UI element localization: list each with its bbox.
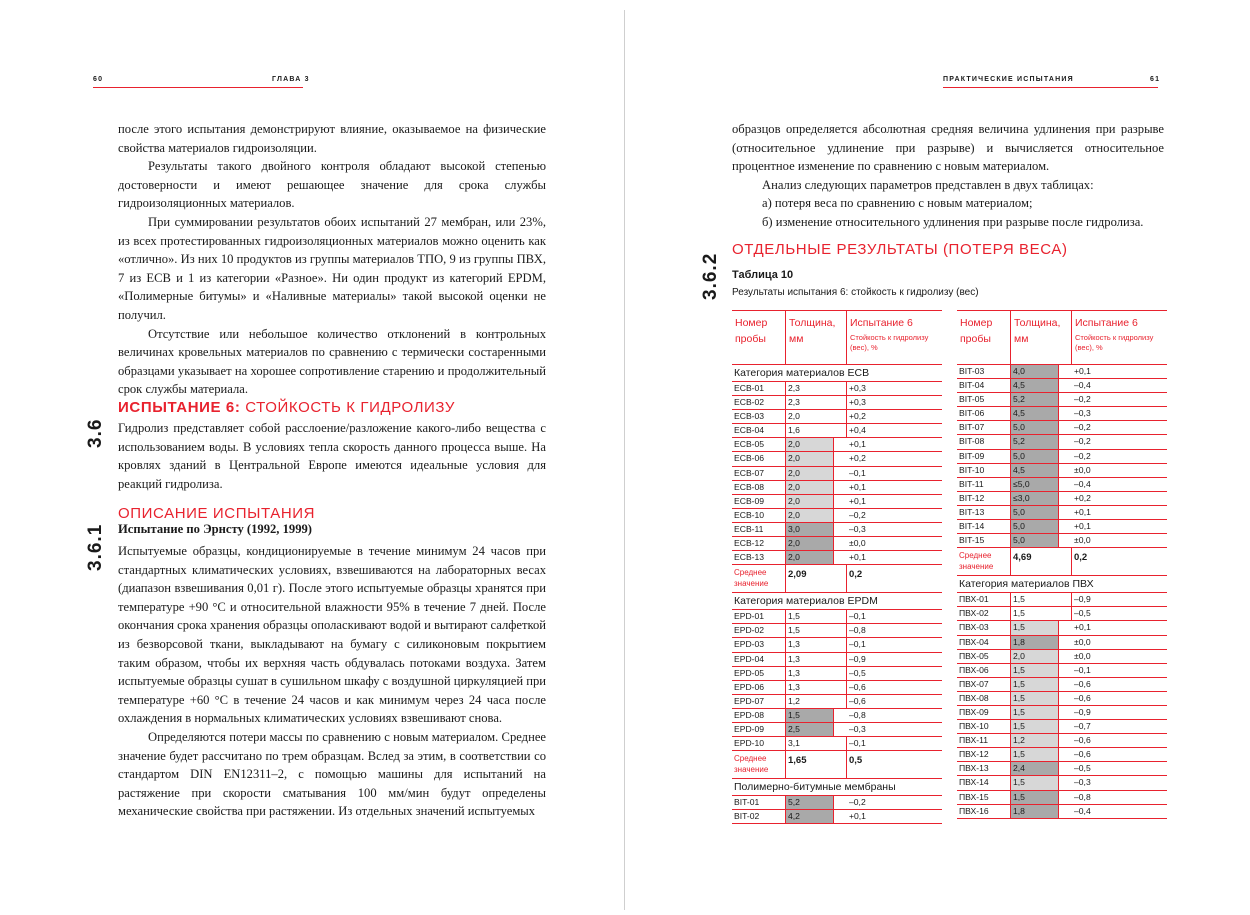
sample-id: ПВХ-10 [957,720,1011,733]
sample-id: ПВХ-15 [957,791,1011,804]
table-row [732,709,942,723]
result-value: –0,4 [1074,805,1091,816]
average-thickness: 4,69 [1011,548,1072,575]
thickness-value: 1,3 [786,681,847,694]
result-value: –0,6 [849,681,866,692]
results-table-left [732,310,942,824]
average-thickness: 1,65 [786,751,847,778]
thickness-value: 1,8 [1011,805,1059,818]
table-row [957,762,1167,776]
paragraph: Результаты такого двойного контроля обладают высокой степенью достоверности и имеют решающее значение для срока службы гидроизоляционных материалов. [118,159,546,211]
sample-id: ПВХ-07 [957,678,1011,691]
sample-id: BIT-09 [957,450,1011,463]
sample-id: EPD-08 [732,709,786,722]
sample-id: BIT-07 [957,421,1011,434]
thickness-value: 1,5 [1011,720,1059,733]
table-row [957,464,1167,478]
thickness-value: 2,3 [786,382,847,395]
result-value: –0,5 [1074,763,1091,774]
sample-id: BIT-04 [957,379,1011,392]
table-row [957,593,1167,607]
sample-id: ECB-11 [732,523,786,536]
sample-id: BIT-10 [957,464,1011,477]
sample-id: BIT-15 [957,534,1011,547]
thickness-value: 1,6 [786,424,847,437]
header-test-6-sub: Стойкость к гидролизу (вес), % [850,333,929,352]
paragraph: Испытуемые образцы, кондиционируемые в течение минимум 24 часов при стандартных климатических условиях, взвешиваются на лабораторных весах (диапазон взвешивания 0,01 г). После этого испытуемые образцы хранятся при температуре +90 °С и относительной влажности 95% в течение 7 дней. После окончания срока хранения образцы ополаскивают водой и вытирают салфеткой из безворсовой ткани, выкладывают на бумагу с силиконовым покрытием таким образом, чтобы их верхняя часть обдувалась потоками воздуха. Затем испытуемые образцы сушат в сушильном шкафу с воздушной циркуляцией при температуре +60 °С в течение 24 часов и как минимум через 24 часа после охлаждения в нормальных климатических условиях взвешивают снова. [118,544,546,726]
result-value: ±0,0 [1074,464,1091,475]
sample-id: ПВХ-13 [957,762,1011,775]
section-heading-3-6-1: ОПИСАНИЕ ИСПЫТАНИЯ [118,505,316,522]
result-value: –0,3 [849,723,866,734]
table-row [732,638,942,652]
thickness-value: 2,5 [786,723,834,736]
sample-id: ECB-02 [732,396,786,409]
table-row [957,607,1167,621]
table-row [957,365,1167,379]
sample-id: ПВХ-01 [957,593,1011,606]
thickness-value: 1,5 [1011,748,1059,761]
sample-id: ПВХ-04 [957,636,1011,649]
sample-id: ECB-08 [732,481,786,494]
table-row [957,748,1167,762]
thickness-value: 1,5 [1011,706,1059,719]
sample-id: EPD-01 [732,610,786,623]
result-value: –0,5 [1074,608,1091,619]
result-value: ±0,0 [1074,535,1091,546]
section-number-3-6-1: 3.6.1 [85,523,106,571]
header-sample-number: Номер пробы [957,311,1011,365]
section-heading-bold: ИСПЫТАНИЕ 6: [118,399,241,416]
running-head: ГЛАВА 3 [272,76,310,83]
thickness-value: 5,0 [1011,520,1059,533]
thickness-value: 2,0 [786,438,834,451]
thickness-value: 4,2 [786,810,834,823]
thickness-value: 1,3 [786,638,847,651]
running-head: ПРАКТИЧЕСКИЕ ИСПЫТАНИЯ [943,76,1074,83]
thickness-value: ≤5,0 [1011,478,1059,491]
thickness-value: 1,5 [1011,607,1072,620]
result-value: +0,1 [1074,622,1091,633]
section-number-3-6: 3.6 [85,418,106,448]
thickness-value: 1,5 [1011,791,1059,804]
header-test-6 [1072,311,1167,365]
thickness-value: 1,3 [786,653,847,666]
table-row [957,492,1167,506]
table-row [957,393,1167,407]
result-value: –0,2 [1074,450,1091,461]
table-row [957,407,1167,421]
average-thickness: 2,09 [786,565,847,592]
header-thickness: Толщина, мм [1011,311,1072,365]
table-row [732,537,942,551]
sample-id: ECB-04 [732,424,786,437]
table-row [732,737,942,751]
thickness-value: 5,0 [1011,421,1059,434]
result-value: –0,3 [1074,408,1091,419]
table-row [732,424,942,438]
sample-id: EPD-05 [732,667,786,680]
table-row [732,610,942,624]
sample-id: ПВХ-03 [957,621,1011,634]
table-row [732,438,942,452]
page-number: 60 [93,76,104,83]
thickness-value: 5,2 [1011,393,1059,406]
thickness-value: 2,0 [786,509,834,522]
table-row [732,796,942,810]
table-row [732,495,942,509]
result-value: –0,2 [849,509,866,520]
intro-text [732,120,1164,232]
result-value: +0,2 [849,453,866,464]
result-value: +0,1 [849,495,866,506]
running-head-rule [943,87,1158,88]
sample-id: ECB-12 [732,537,786,550]
sample-id: BIT-01 [732,796,786,809]
sample-id: BIT-06 [957,407,1011,420]
result-value: +0,1 [849,552,866,563]
paragraph: Гидролиз представляет собой расслоение/разложение какого-либо вещества с использованием воды. В условиях тепла скорость данного процесса выше. На кровлях зданий в Центральной Европе имеются идеальные условия для реакций гидролиза. [118,421,546,491]
paragraph: Определяются потери массы по сравнению с новым материалом. Среднее значение будет рассчитано по трем образцам. Вслед за этим, в соответствии со стандартом DIN EN12311–2, с помощью машины для испытаний на растяжение при скорости сматывания 100 мм/мин будут определены механические свойства при растяжении. Из отдельных значений испытуемых [118,729,546,819]
result-value: –0,2 [1074,394,1091,405]
result-value: –0,8 [849,625,866,636]
table-row [732,396,942,410]
table-row [957,776,1167,790]
table-row [732,667,942,681]
table-header-row [732,310,942,365]
sample-id: BIT-08 [957,435,1011,448]
table-row [732,695,942,709]
thickness-value: 2,0 [786,481,834,494]
sample-id: BIT-02 [732,810,786,823]
table-row [957,636,1167,650]
result-value: –0,8 [849,709,866,720]
average-result: 0,2 [1074,552,1088,564]
sample-id: EPD-10 [732,737,786,750]
thickness-value: 5,0 [1011,506,1059,519]
paragraph: образцов определяется абсолютная средняя величина удлинения при разрыве (относительное удлинение при разрыве) и вычисляется относительное процентное изменение по сравнению с новым материалом. [732,122,1164,174]
table-row [957,435,1167,449]
result-value: +0,3 [849,397,866,408]
table-row [957,720,1167,734]
result-value: –0,2 [1074,436,1091,447]
category-row: Категория материалов ECB [732,365,942,382]
result-value: ±0,0 [1074,650,1091,661]
sample-id: EPD-04 [732,653,786,666]
thickness-value: 2,0 [786,551,834,564]
sample-id: EPD-09 [732,723,786,736]
page-number: 61 [1150,76,1161,83]
header-thickness: Толщина, мм [786,311,847,365]
paragraph: При суммировании результатов обоих испытаний 27 мембран, или 23%, из всех протестированных гидроизоляционных материалов можно оценить как «отлично». Из них 10 продуктов из группы материалов ТПО, 9 из группы ПВХ, 7 из ECB и 1 из категории «Разное». Ни один продукт из категорий EPDM, «Полимерные битумы» и «Наливные материалы» такой высокой оценки не получил. [118,214,546,322]
thickness-value: 1,5 [1011,664,1059,677]
sample-id: ECB-03 [732,410,786,423]
result-value: –0,6 [1074,678,1091,689]
thickness-value: 1,3 [786,667,847,680]
table-row [732,481,942,495]
result-value: –0,3 [849,523,866,534]
intro-text [118,120,546,399]
sample-id: ECB-06 [732,452,786,465]
section-heading-rest: СТОЙКОСТЬ К ГИДРОЛИЗУ [240,399,456,416]
result-value: –0,6 [1074,692,1091,703]
sample-id: BIT-03 [957,365,1011,378]
table-row [732,810,942,824]
section-number-3-6-2: 3.6.2 [700,252,721,300]
result-value: –0,7 [1074,721,1091,732]
table-row [732,523,942,537]
results-table-right [957,310,1167,819]
thickness-value: 2,0 [786,410,847,423]
result-value: +0,1 [849,811,866,822]
thickness-value: 1,2 [786,695,847,708]
table-row [957,450,1167,464]
result-value: –0,1 [849,611,866,622]
header-test-6 [847,311,942,365]
thickness-value: 1,5 [786,610,847,623]
thickness-value: 5,2 [1011,435,1059,448]
thickness-value: 1,8 [1011,636,1059,649]
thickness-value: 1,5 [1011,678,1059,691]
thickness-value: 4,5 [1011,407,1059,420]
table-row [957,706,1167,720]
thickness-value: 4,5 [1011,464,1059,477]
sample-id: EPD-06 [732,681,786,694]
result-value: ±0,0 [849,538,866,549]
thickness-value: 2,3 [786,396,847,409]
table-row [732,723,942,737]
sample-id: EPD-03 [732,638,786,651]
table-row [957,478,1167,492]
table-row [957,692,1167,706]
average-row [732,565,942,593]
sample-id: ECB-13 [732,551,786,564]
table-row [957,421,1167,435]
result-value: –0,8 [1074,791,1091,802]
table-row [957,650,1167,664]
sample-id: ECB-10 [732,509,786,522]
table-row [957,379,1167,393]
header-test-6-label: Испытание 6 [850,317,913,329]
result-value: –0,9 [1074,594,1091,605]
result-value: –0,1 [849,738,866,749]
result-value: –0,4 [1074,380,1091,391]
table-row [957,621,1167,635]
thickness-value: 4,5 [1011,379,1059,392]
section-heading-3-6-2: ОТДЕЛЬНЫЕ РЕЗУЛЬТАТЫ (ПОТЕРЯ ВЕСА) [732,241,1068,258]
table-row [957,678,1167,692]
category-row: Категория материалов EPDM [732,593,942,610]
result-value: –0,2 [1074,422,1091,433]
header-sample-number: Номер пробы [732,311,786,365]
result-value: +0,2 [1074,492,1091,503]
paragraph: Отсутствие или небольшое количество отклонений в контрольных величинах кровельных материалов по сравнению с термически состаренными образцами указывает на хорошее сопротивление старению и продолжительный срок службы материала. [118,326,546,397]
result-value: –0,9 [849,653,866,664]
sample-id: ПВХ-05 [957,650,1011,663]
result-value: +0,1 [1074,506,1091,517]
result-value: +0,3 [849,383,866,393]
section-heading-3-6 [118,399,455,416]
paragraph: Анализ следующих параметров представлен в двух таблицах: [762,177,1094,192]
list-item: б) изменение относительного удлинения при разрыве после гидролиза. [762,214,1144,229]
sample-id: BIT-13 [957,506,1011,519]
table-row [732,467,942,481]
result-value: +0,1 [849,439,866,450]
result-value: –0,4 [1074,478,1091,489]
average-label: Среднее значение [957,548,1011,575]
category-row: Категория материалов ПВХ [957,576,1167,593]
paragraph: после этого испытания демонстрируют влияние, оказываемое на физические свойства материалов гидроизоляции. [118,122,546,155]
average-result: 0,5 [849,755,863,767]
sample-id: ECB-01 [732,382,786,395]
thickness-value: 1,2 [1011,734,1059,747]
thickness-value: ≤3,0 [1011,492,1059,505]
table-row [732,410,942,424]
left-page [0,0,624,915]
average-label: Среднее значение [732,751,786,778]
table-header-row [957,310,1167,365]
table-title: Таблица 10 [732,269,794,281]
sample-id: ПВХ-12 [957,748,1011,761]
sample-id: ECB-09 [732,495,786,508]
thickness-value: 2,4 [1011,762,1059,775]
thickness-value: 3,1 [786,737,847,750]
thickness-value: 2,0 [1011,650,1059,663]
result-value: ±0,0 [1074,636,1091,647]
average-row [957,548,1167,576]
sample-id: BIT-05 [957,393,1011,406]
thickness-value: 4,0 [1011,365,1059,378]
section-3-6-text [118,419,546,493]
result-value: –0,2 [849,797,866,808]
thickness-value: 2,0 [786,467,834,480]
average-label: Среднее значение [732,565,786,592]
thickness-value: 1,5 [1011,692,1059,705]
category-row: Полимерно-битумные мембраны [732,779,942,796]
table-row [957,791,1167,805]
running-head-rule [93,87,303,88]
table-row [957,520,1167,534]
thickness-value: 1,5 [1011,776,1059,789]
table-row [957,534,1167,548]
table-row [732,382,942,396]
table-row [957,506,1167,520]
sample-id: EPD-07 [732,695,786,708]
sample-id: EPD-02 [732,624,786,637]
result-value: –0,3 [1074,777,1091,788]
sample-id: ПВХ-02 [957,607,1011,620]
table-row [957,734,1167,748]
right-page [625,0,1250,915]
sample-id: BIT-11 [957,478,1011,491]
header-test-6-label: Испытание 6 [1075,317,1138,329]
thickness-value: 1,5 [786,624,847,637]
table-row [732,624,942,638]
sample-id: ECB-07 [732,467,786,480]
sample-id: ПВХ-11 [957,734,1011,747]
table-caption: Результаты испытания 6: стойкость к гидролизу (вес) [732,287,979,298]
result-value: +0,1 [849,481,866,492]
result-value: –0,1 [849,467,866,478]
average-result: 0,2 [849,569,863,581]
result-value: +0,4 [849,425,866,436]
result-value: –0,6 [849,695,866,706]
sample-id: BIT-14 [957,520,1011,533]
thickness-value: 5,0 [1011,450,1059,463]
table-row [732,653,942,667]
result-value: –0,5 [849,667,866,678]
sample-id: BIT-12 [957,492,1011,505]
result-value: –0,1 [849,639,866,650]
average-row [732,751,942,779]
table-row [957,805,1167,819]
sample-id: ПВХ-14 [957,776,1011,789]
result-value: –0,6 [1074,749,1091,760]
result-value: +0,1 [1074,366,1091,376]
table-row [732,551,942,565]
list-item: а) потеря веса по сравнению с новым материалом; [762,196,1033,211]
thickness-value: 1,5 [1011,621,1059,634]
thickness-value: 2,0 [786,495,834,508]
table-row [732,681,942,695]
thickness-value: 2,0 [786,537,834,550]
sample-id: ПВХ-09 [957,706,1011,719]
thickness-value: 5,2 [786,796,834,809]
result-value: +0,1 [1074,521,1091,532]
sample-id: ПВХ-06 [957,664,1011,677]
sample-id: ПВХ-08 [957,692,1011,705]
result-value: –0,9 [1074,706,1091,717]
thickness-value: 2,0 [786,452,834,465]
table-row [957,664,1167,678]
subheading-ernst: Испытание по Эрнсту (1992, 1999) [118,522,312,536]
sample-id: ПВХ-16 [957,805,1011,818]
thickness-value: 3,0 [786,523,834,536]
result-value: +0,2 [849,411,866,422]
thickness-value: 1,5 [1011,593,1072,606]
table-row [732,509,942,523]
header-test-6-sub: Стойкость к гидролизу (вес), % [1075,333,1154,352]
section-3-6-1-text [118,542,546,821]
result-value: –0,6 [1074,735,1091,746]
thickness-value: 5,0 [1011,534,1059,547]
thickness-value: 1,5 [786,709,834,722]
sample-id: ECB-05 [732,438,786,451]
result-value: –0,1 [1074,664,1091,675]
table-row [732,452,942,466]
